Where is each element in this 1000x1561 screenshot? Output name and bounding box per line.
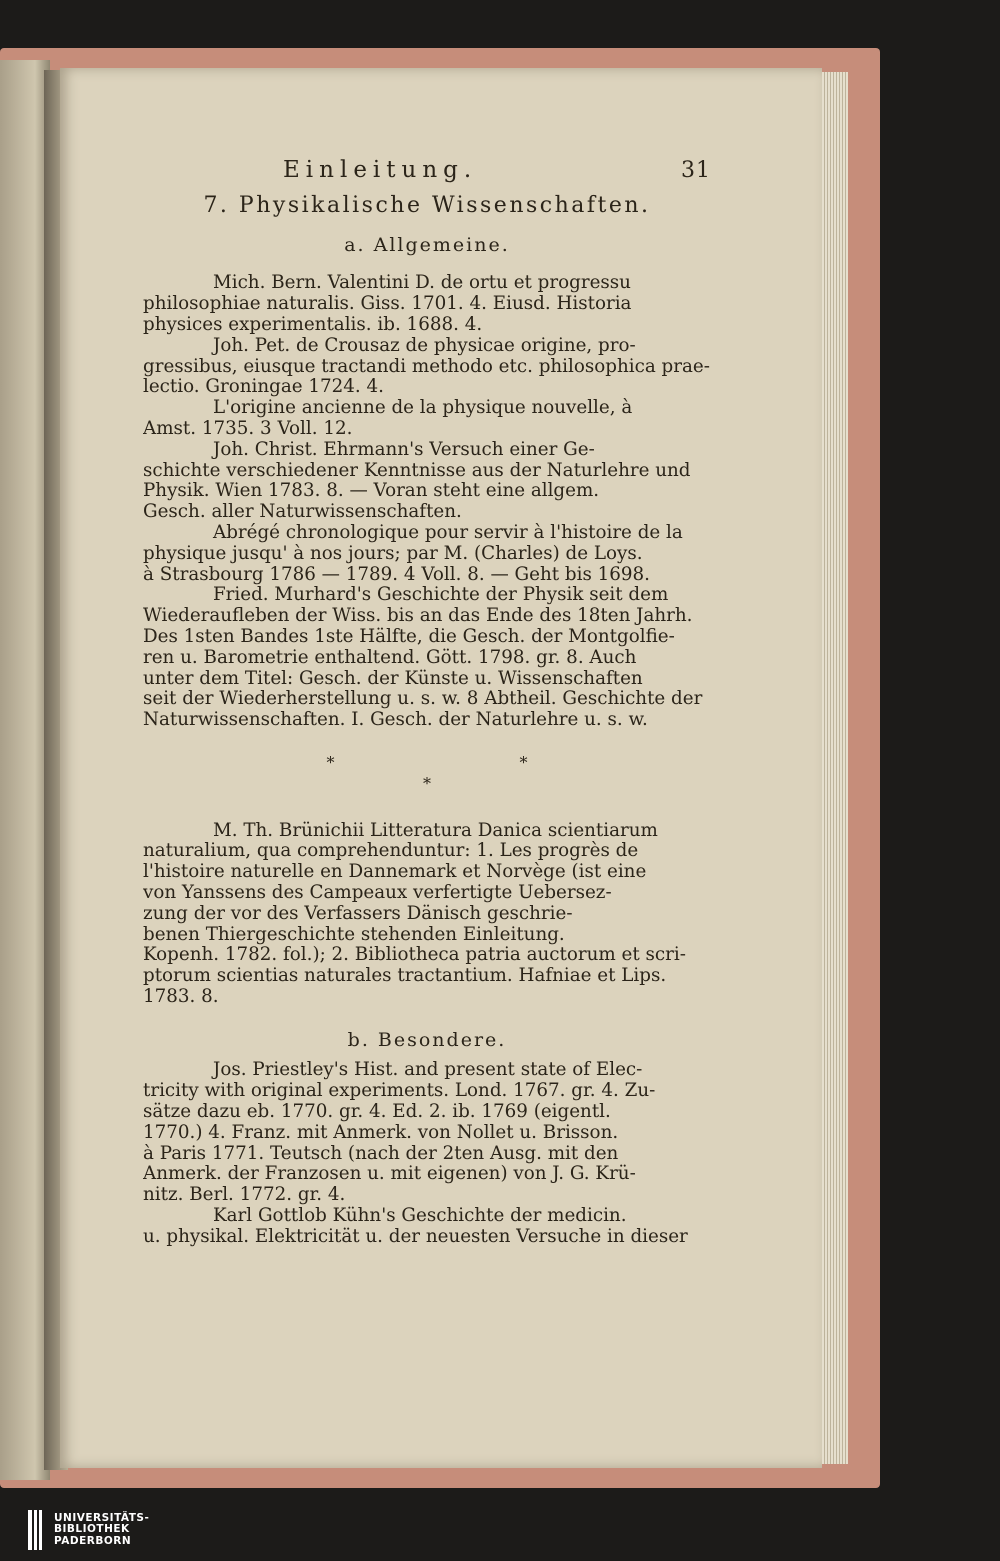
entry-line: unter dem Titel: Gesch. der Künste u. Wissenschaften xyxy=(143,668,643,689)
entry-line: benen Thiergeschichte stehenden Einleitung. xyxy=(143,924,565,945)
entry-line: Amst. 1735. 3 Voll. 12. xyxy=(143,418,353,439)
entry-line: L'origine ancienne de la physique nouvelle, à xyxy=(213,398,633,419)
entry-line: physices experimentalis. ib. 1688. 4. xyxy=(143,314,483,335)
bibliography-entry xyxy=(143,1060,711,1206)
subsection-heading-a: a. Allgemeine. xyxy=(344,233,510,256)
entry-line: Physik. Wien 1783. 8. — Voran steht eine allgem. xyxy=(143,481,600,502)
entry-line: à Paris 1771. Teutsch (nach der 2ten Ausg. mit den xyxy=(143,1143,619,1164)
bibliography-entry xyxy=(143,1206,711,1248)
entry-line: l'histoire naturelle en Dannemark et Norvège (ist eine xyxy=(143,862,647,883)
entry-line: 1783. 8. xyxy=(143,986,219,1007)
entries-specific xyxy=(143,1060,711,1247)
page-number: 31 xyxy=(681,158,711,183)
entry-line: Joh. Christ. Ehrmann's Versuch einer Ge- xyxy=(213,439,595,460)
entry-line: 1770.) 4. Franz. mit Anmerk. von Nollet u. Brisson. xyxy=(143,1122,619,1143)
section-divider-stars: * * * xyxy=(326,752,618,793)
entry-line: Abrégé chronologique pour servir à l'histoire de la xyxy=(213,522,683,543)
entry-line: tricity with original experiments. Lond. 1767. gr. 4. Zu- xyxy=(143,1081,656,1102)
bibliography-entry xyxy=(143,336,711,398)
entry-line: Kopenh. 1782. fol.); 2. Bibliotheca patria auctorum et scri- xyxy=(143,945,686,966)
entries-danish xyxy=(143,821,711,1008)
bibliography-entry xyxy=(143,585,711,731)
entry-line: schichte verschiedener Kenntnisse aus der Naturlehre und xyxy=(143,460,691,481)
bibliography-entry xyxy=(143,273,711,335)
entry-line: Naturwissenschaften. I. Gesch. der Naturlehre u. s. w. xyxy=(143,710,648,731)
entry-line: von Yanssens des Campeaux verfertigte Uebersez- xyxy=(143,882,612,903)
entry-line: nitz. Berl. 1772. gr. 4. xyxy=(143,1185,346,1206)
entry-line: Gesch. aller Naturwissenschaften. xyxy=(143,502,462,523)
entry-line: à Strasbourg 1786 — 1789. 4 Voll. 8. — Geht bis 1698. xyxy=(143,564,650,585)
library-logo-icon xyxy=(28,1510,42,1550)
entry-line: Karl Gottlob Kühn's Geschichte der medicin. xyxy=(213,1206,627,1227)
entry-line: seit der Wiederherstellung u. s. w. 8 Abtheil. Geschichte der xyxy=(143,689,703,710)
entry-line: M. Th. Brünichii Litteratura Danica scientiarum xyxy=(213,820,658,841)
entry-line: Wiederaufleben der Wiss. bis an das Ende des 18ten Jahrh. xyxy=(143,606,693,627)
logo-line-2: BIBLIOTHEK xyxy=(54,1523,130,1536)
running-head-title: Einleitung. xyxy=(283,157,478,183)
left-page-edge xyxy=(0,60,50,1480)
library-logo xyxy=(28,1510,149,1550)
subsection-heading-b: b. Besondere. xyxy=(347,1028,507,1051)
section-heading: 7. Physikalische Wissenschaften. xyxy=(203,192,651,218)
bibliography-entry xyxy=(143,440,711,523)
entry-line: Anmerk. der Franzosen u. mit eigenen) von J. G. Krü- xyxy=(143,1164,636,1185)
entry-line: ptorum scientias naturales tractantium. Hafniae et Lips. xyxy=(143,966,667,987)
entry-line: naturalium, qua comprehenduntur: 1. Les progrès de xyxy=(143,841,639,862)
entry-line: sätze dazu eb. 1770. gr. 4. Ed. 2. ib. 1769 (eigentl. xyxy=(143,1102,611,1123)
entry-line: physique jusqu' à nos jours; par M. (Charles) de Loys. xyxy=(143,543,643,564)
entry-line: Joh. Pet. de Crousaz de physicae origine, pro- xyxy=(213,335,636,356)
entry-line: Fried. Murhard's Geschichte der Physik seit dem xyxy=(213,585,669,606)
entry-line: lectio. Groningae 1724. 4. xyxy=(143,377,384,398)
page-text xyxy=(143,157,711,1248)
entry-line: ren u. Barometrie enthaltend. Gött. 1798. gr. 8. Auch xyxy=(143,647,637,668)
entry-line: Des 1sten Bandes 1ste Hälfte, die Gesch. der Montgolfie- xyxy=(143,626,675,647)
bibliography-entry xyxy=(143,523,711,585)
page-edges xyxy=(822,72,848,1464)
entry-line: Jos. Priestley's Hist. and present state of Elec- xyxy=(213,1060,643,1081)
bibliography-entry xyxy=(143,821,711,1008)
entry-line: u. physikal. Elektricität u. der neuesten Versuche in dieser xyxy=(143,1226,688,1247)
entry-line: gressibus, eiusque tractandi methodo etc. philosophica prae- xyxy=(143,356,710,377)
logo-line-3: PADERBORN xyxy=(54,1534,132,1547)
entry-line: Mich. Bern. Valentini D. de ortu et progressu xyxy=(213,273,631,294)
entries-general xyxy=(143,273,711,731)
logo-line-1: UNIVERSITÄTS- xyxy=(54,1511,150,1524)
running-head xyxy=(143,157,711,183)
entry-line: zung der vor des Verfassers Dänisch geschrie- xyxy=(143,903,573,924)
bibliography-entry xyxy=(143,398,711,440)
entry-line: philosophiae naturalis. Giss. 1701. 4. Eiusd. Historia xyxy=(143,294,632,315)
